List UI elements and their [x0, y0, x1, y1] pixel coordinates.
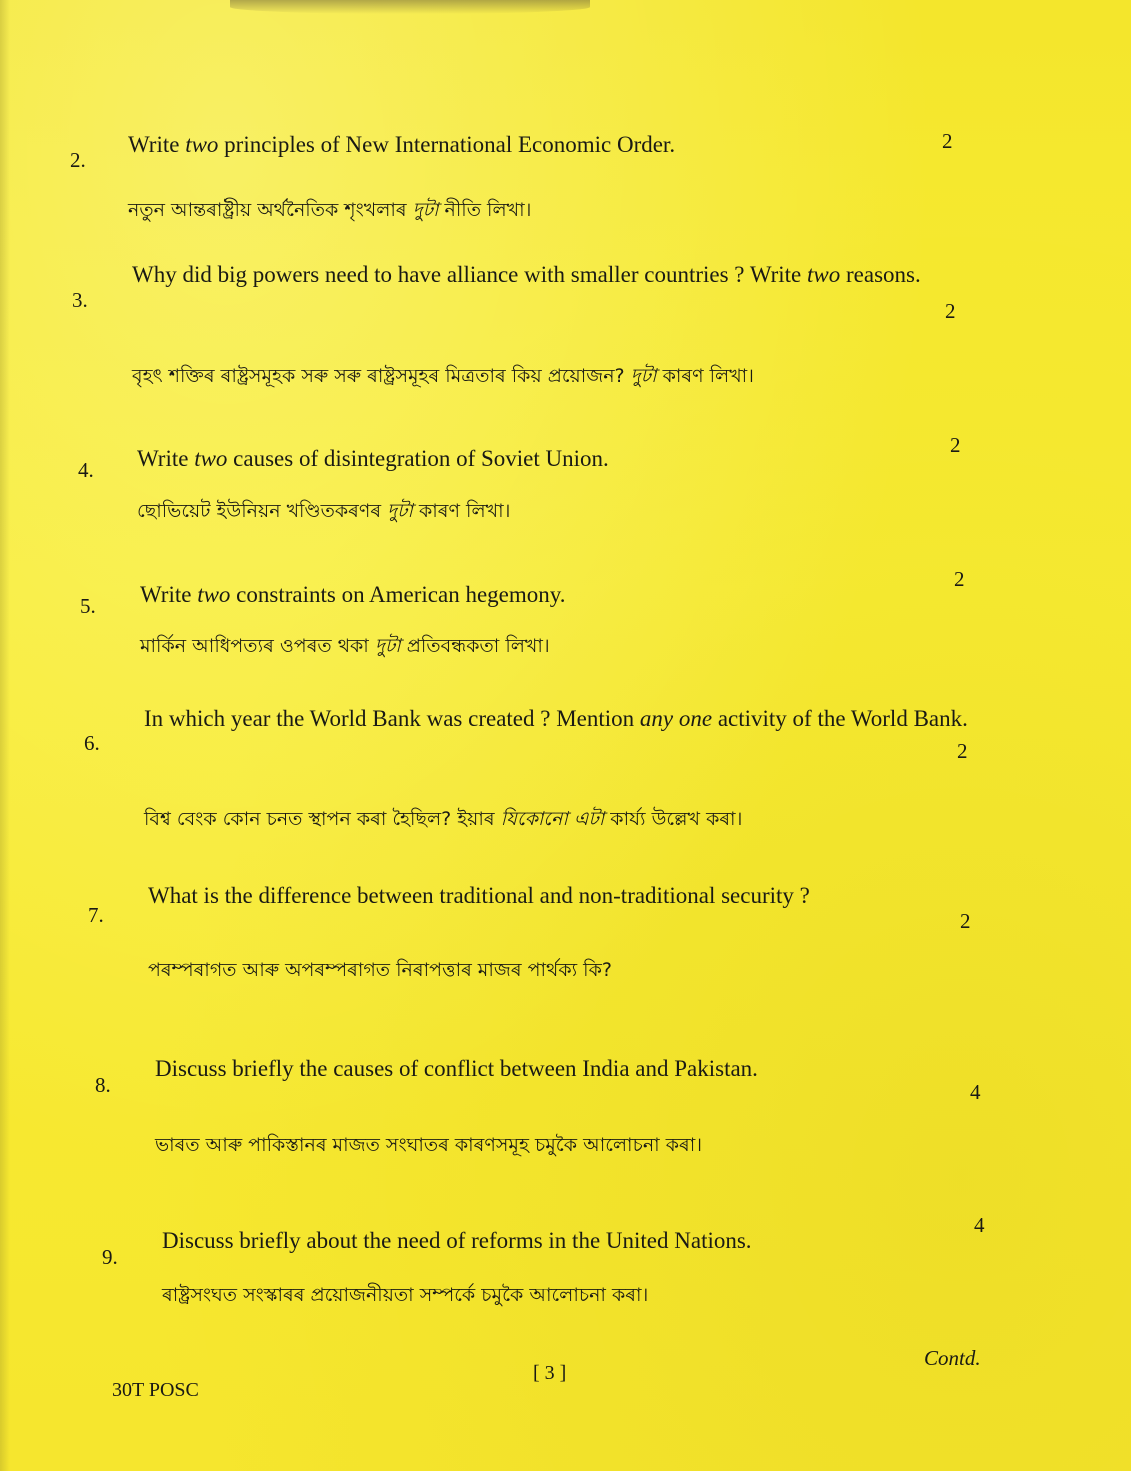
page-number: [ 3 ] — [533, 1362, 567, 1384]
question-text-en: Why did big powers need to have alliance with smaller countries ? Write two reasons. — [132, 262, 921, 287]
question-number: 2. — [70, 148, 86, 172]
question-marks: 4 — [974, 1213, 985, 1237]
question-marks: 2 — [954, 567, 965, 591]
question-text-as: ভাৰত আৰু পাকিস্তানৰ মাজত সংঘাতৰ কাৰণসমূহ চমুকৈ আলোচনা কৰা। — [155, 1134, 703, 1156]
question-marks: 2 — [960, 909, 971, 933]
question-text-en: Write two constraints on American hegemony. — [140, 582, 566, 607]
question-text-as: ছোভিয়েট ইউনিয়ন খণ্ডিতকৰণৰ দুটা কাৰণ লিখা। — [137, 500, 511, 522]
continued-note: Contd. — [924, 1346, 981, 1370]
question-text-as: নতুন আন্তৰাষ্ট্ৰীয় অৰ্থনৈতিক শৃংখলাৰ দুটা নীতি লিখা। — [128, 199, 532, 221]
question-number: 9. — [102, 1245, 118, 1269]
paper-edge — [0, 0, 10, 1471]
question-text-en: In which year the World Bank was created ? Mention any one activity of the World Bank. — [144, 706, 968, 731]
question-text-en: Write two causes of disintegration of Soviet Union. — [137, 446, 609, 471]
question-marks: 2 — [957, 739, 968, 763]
question-text-as: বৃহৎ শক্তিৰ ৰাষ্ট্ৰসমূহক সৰু সৰু ৰাষ্ট্ৰসমূহৰ মিত্ৰতাৰ কিয় প্ৰয়োজন? দুটা কাৰণ লিখা। — [132, 365, 754, 387]
question-number: 7. — [88, 903, 104, 927]
question-number: 6. — [84, 731, 100, 755]
question-number: 8. — [95, 1073, 111, 1097]
question-text-en: Discuss briefly the causes of conflict between India and Pakistan. — [155, 1056, 758, 1081]
paper-code: 30T POSC — [112, 1379, 199, 1401]
question-text-en: What is the difference between traditional and non-traditional security ? — [148, 883, 810, 908]
question-marks: 2 — [950, 433, 961, 457]
question-text-as: ৰাষ্ট্ৰসংঘত সংস্কাৰৰ প্ৰয়োজনীয়তা সম্পৰ্কে চমুকৈ আলোচনা কৰা। — [162, 1284, 649, 1306]
question-number: 4. — [78, 458, 94, 482]
question-text-as: বিশ্ব বেংক কোন চনত স্থাপন কৰা হৈছিল? ইয়াৰ যিকোনো এটা কাৰ্য্য উল্লেখ কৰা। — [144, 808, 743, 830]
question-text-as: পৰম্পৰাগত আৰু অপৰম্পৰাগত নিৰাপত্তাৰ মাজৰ পাৰ্থক্য কি? — [148, 959, 612, 981]
question-marks: 2 — [945, 299, 956, 323]
question-number: 5. — [80, 594, 96, 618]
question-number: 3. — [72, 288, 88, 312]
question-text-as: মাৰ্কিন আধিপত্যৰ ওপৰত থকা দুটা প্ৰতিবন্ধকতা লিখা। — [140, 635, 550, 657]
question-marks: 2 — [942, 129, 953, 153]
question-text-en: Write two principles of New International Economic Order. — [128, 132, 676, 157]
question-marks: 4 — [970, 1080, 981, 1104]
scan-shadow — [230, 0, 590, 14]
question-text-en: Discuss briefly about the need of reforms in the United Nations. — [162, 1228, 752, 1253]
